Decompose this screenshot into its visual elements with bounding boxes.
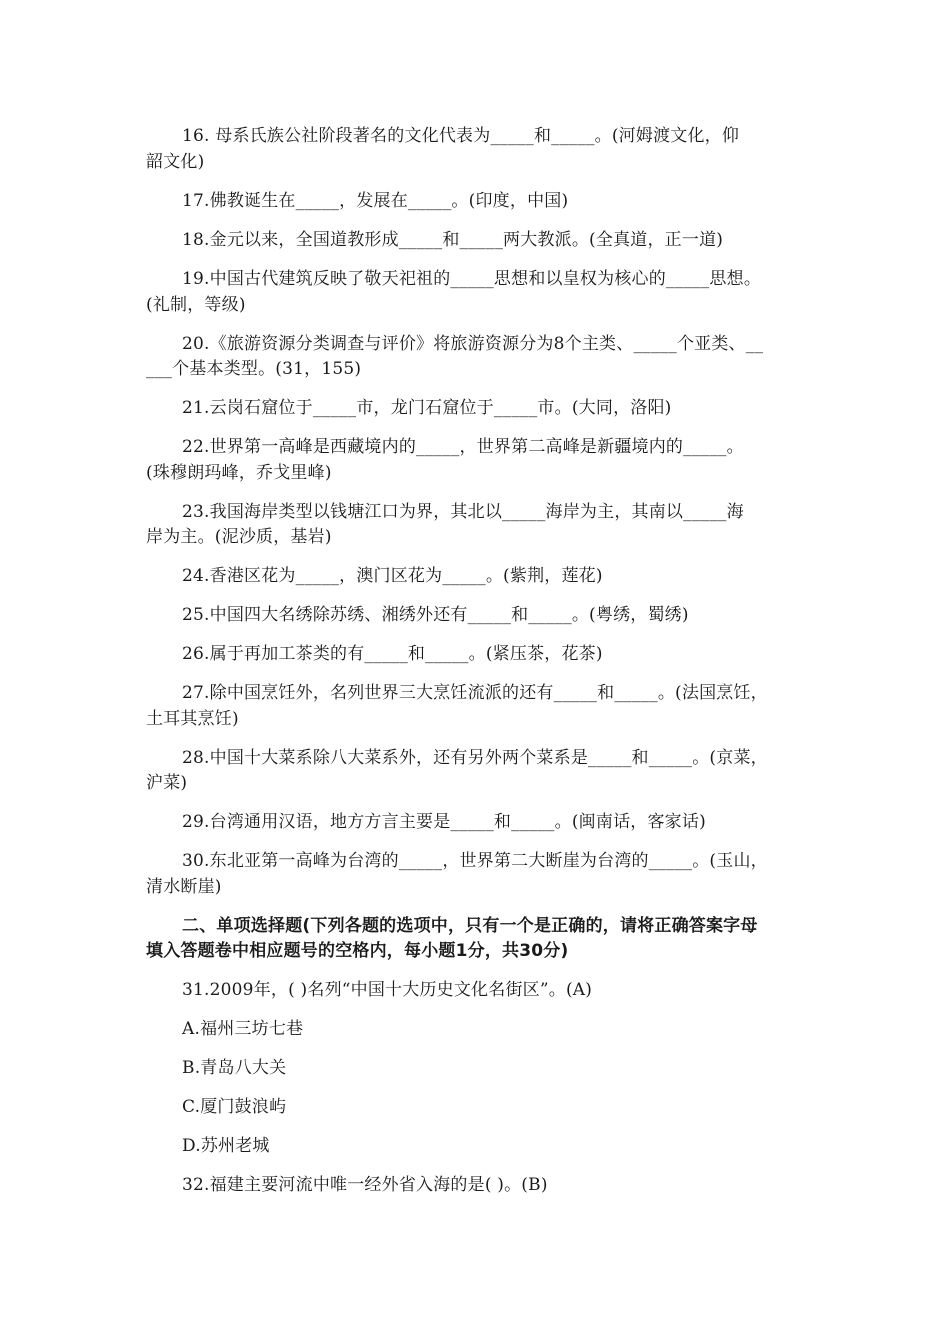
question-23-line-1: 23.我国海岸类型以钱塘江口为界，其北以_____海岸为主，其南以_____海 (182, 502, 744, 522)
question-20-line-1: 20.《旅游资源分类调查与评价》将旅游资源分为8个主类、_____个亚类、__ (182, 334, 764, 354)
question-19-line-2: (礼制，等级) (146, 295, 246, 315)
question-17: 17.佛教诞生在_____，发展在_____。(印度，中国) (182, 191, 569, 211)
question-21: 21.云岗石窟位于_____市，龙门石窟位于_____市。(大同，洛阳) (182, 398, 672, 418)
question-30-line-2: 清水断崖) (146, 877, 222, 897)
question-23-line-2: 岸为主。(泥沙质，基岩) (146, 527, 332, 547)
question-25: 25.中国四大名绣除苏绣、湘绣外还有_____和_____。(粤绣，蜀绣) (182, 605, 689, 625)
question-22-line-2: (珠穆朗玛峰，乔戈里峰) (146, 463, 332, 483)
section-2-heading-line-2: 填入答题卷中相应题号的空格内，每小题1分，共30分) (146, 941, 569, 961)
question-20-line-2: ___个基本类型。(31，155) (146, 359, 362, 379)
question-16-line-2: 韶文化) (146, 152, 205, 172)
question-28-line-1: 28.中国十大菜系除八大菜系外，还有另外两个菜系是_____和_____。(京菜， (182, 748, 768, 768)
question-31-option-c: C.厦门鼓浪屿 (182, 1097, 287, 1117)
question-16-line-1: 16. 母系氏族公社阶段著名的文化代表为_____和_____。(河姆渡文化，仰 (182, 126, 740, 146)
question-27-line-1: 27.除中国烹饪外，名列世界三大烹饪流派的还有_____和_____。(法国烹饪， (182, 683, 768, 703)
question-24: 24.香港区花为_____，澳门区花为_____。(紫荆，莲花) (182, 566, 603, 586)
question-22-line-1: 22.世界第一高峰是西藏境内的_____，世界第二高峰是新疆境内的_____。 (182, 437, 744, 457)
question-18: 18.金元以来，全国道教形成_____和_____两大教派。(全真道，正一道) (182, 230, 724, 250)
question-31-option-b: B.青岛八大关 (182, 1058, 287, 1078)
question-31-stem: 31.2009年，( )名列“中国十大历史文化名街区”。(A) (182, 980, 593, 1000)
question-19-line-1: 19.中国古代建筑反映了敬天祀祖的_____思想和以皇权为核心的_____思想。 (182, 269, 762, 289)
question-31-option-a: A.福州三坊七巷 (182, 1019, 304, 1039)
question-27-line-2: 土耳其烹饪) (146, 709, 239, 729)
question-28-line-2: 沪菜) (146, 773, 188, 793)
question-32-stem: 32.福建主要河流中唯一经外省入海的是( )。(B) (182, 1175, 548, 1195)
question-29: 29.台湾通用汉语，地方方言主要是_____和_____。(闽南话，客家话) (182, 812, 706, 832)
question-30-line-1: 30.东北亚第一高峰为台湾的_____，世界第二大断崖为台湾的_____。(玉山， (182, 851, 768, 871)
question-26: 26.属于再加工茶类的有_____和_____。(紧压茶，花茶) (182, 644, 603, 664)
section-2-heading-line-1: 二、单项选择题(下列各题的选项中，只有一个是正确的，请将正确答案字母 (182, 916, 758, 936)
question-31-option-d: D.苏州老城 (182, 1136, 270, 1156)
